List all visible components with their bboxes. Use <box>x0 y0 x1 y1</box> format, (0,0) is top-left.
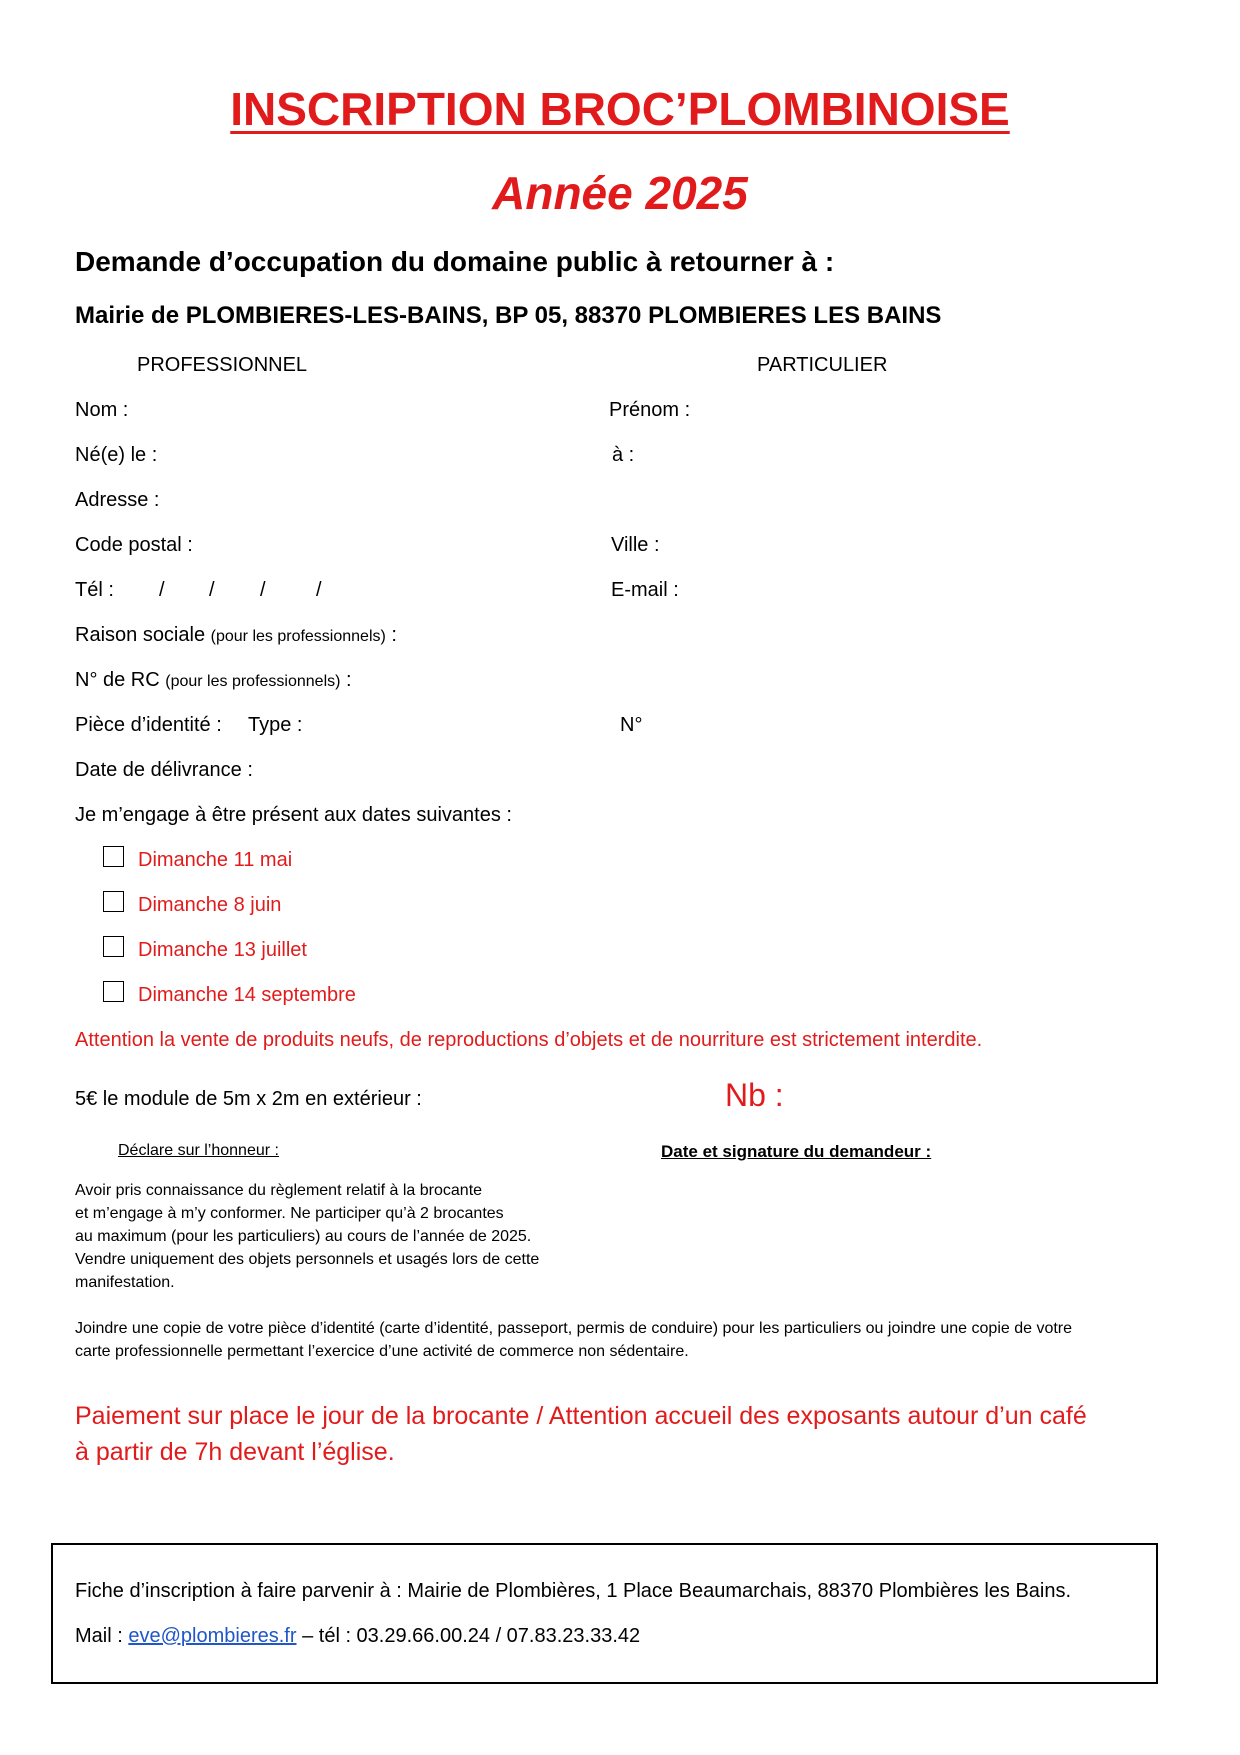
engagement-text: Je m’engage à être présent aux dates suivantes : <box>75 804 512 826</box>
field-ne-le: Né(e) le : <box>75 444 158 466</box>
field-email: E-mail : <box>611 579 679 601</box>
date-label-2: Dimanche 8 juin <box>138 894 282 916</box>
joindre-line: carte professionnelle permettant l’exercice d’une activité de commerce non sédentaire. <box>75 1343 689 1360</box>
date-label-4: Dimanche 14 septembre <box>138 984 356 1006</box>
raison-sociale-note: (pour les professionnels) <box>210 628 386 645</box>
warning-text: Attention la vente de produits neufs, de reproductions d’objets et de nourriture est strictement interdite. <box>75 1029 983 1051</box>
field-piece-identite: Pièce d’identité : <box>75 714 222 736</box>
checkbox-date-2[interactable] <box>103 891 124 912</box>
declaration-text <box>75 1179 635 1294</box>
field-lieu-naissance: à : <box>612 444 635 466</box>
field-nom: Nom : <box>75 399 129 421</box>
field-piece-numero: N° <box>620 714 643 736</box>
email-link[interactable]: eve@plombieres.fr <box>128 1625 297 1647</box>
tel-separator: / <box>209 579 215 601</box>
tel-separator: / <box>260 579 266 601</box>
module-price: 5€ le module de 5m x 2m en extérieur : <box>75 1088 422 1110</box>
checkbox-date-3[interactable] <box>103 936 124 957</box>
date-label-1: Dimanche 11 mai <box>138 849 293 871</box>
nb-label: Nb : <box>725 1077 784 1113</box>
declaration-line: Avoir pris connaissance du règlement relatif à la brocante <box>75 1182 483 1199</box>
form-year: Année 2025 <box>492 167 748 219</box>
phone-numbers: – tél : 03.29.66.00.24 / 07.83.23.33.42 <box>302 1625 641 1647</box>
declaration-line: et m’engage à m’y conformer. Ne participer qu’à 2 brocantes <box>75 1205 504 1222</box>
footer-contact <box>75 1625 640 1648</box>
declaration-line: manifestation. <box>75 1274 175 1291</box>
field-adresse: Adresse : <box>75 489 160 511</box>
tel-separator: / <box>159 579 165 601</box>
field-code-postal: Code postal : <box>75 534 193 556</box>
date-label-3: Dimanche 13 juillet <box>138 939 307 961</box>
category-particulier: PARTICULIER <box>757 354 888 376</box>
rc-colon: : <box>346 669 352 691</box>
payment-line: à partir de 7h devant l’église. <box>75 1438 395 1466</box>
rc-note: (pour les professionnels) <box>165 673 341 690</box>
joindre-line: Joindre une copie de votre pièce d’identité (carte d’identité, passeport, permis de conduire) pour les particuliers ou joindre une copie de votre <box>75 1320 1073 1337</box>
checkbox-date-4[interactable] <box>103 981 124 1002</box>
payment-line: Paiement sur place le jour de la brocante / Attention accueil des exposants autour d’un café <box>75 1402 1087 1430</box>
field-raison-sociale <box>75 624 397 647</box>
payment-notice <box>75 1398 1185 1470</box>
mail-label: Mail : <box>75 1625 123 1647</box>
field-piece-type: Type : <box>248 714 303 736</box>
field-ville: Ville : <box>611 534 660 556</box>
footer-box <box>51 1543 1158 1684</box>
rc-label: N° de RC <box>75 669 160 691</box>
raison-sociale-colon: : <box>391 624 397 646</box>
field-prenom: Prénom : <box>609 399 691 421</box>
field-rc <box>75 669 352 692</box>
declare-honneur: Déclare sur l’honneur : <box>118 1142 279 1159</box>
form-title: INSCRIPTION BROC’PLOMBINOISE <box>230 83 1010 135</box>
raison-sociale-label: Raison sociale <box>75 624 206 646</box>
field-date-delivrance: Date de délivrance : <box>75 759 253 781</box>
declaration-line: Vendre uniquement des objets personnels et usagés lors de cette <box>75 1251 540 1268</box>
category-professionnel: PROFESSIONNEL <box>137 354 308 376</box>
mairie-address: Mairie de PLOMBIERES-LES-BAINS, BP 05, 88370 PLOMBIERES LES BAINS <box>75 302 942 329</box>
joindre-text <box>75 1317 1195 1363</box>
declaration-line: au maximum (pour les particuliers) au cours de l’année de 2025. <box>75 1228 532 1245</box>
tel-separator: / <box>316 579 322 601</box>
checkbox-date-1[interactable] <box>103 846 124 867</box>
field-tel: Tél : <box>75 579 114 601</box>
signature-label: Date et signature du demandeur : <box>661 1142 932 1161</box>
footer-address: Fiche d’inscription à faire parvenir à : Mairie de Plombières, 1 Place Beaumarchais, 88370 Plombières les Bains. <box>75 1580 1072 1602</box>
form-subtitle: Demande d’occupation du domaine public à retourner à : <box>75 246 835 277</box>
